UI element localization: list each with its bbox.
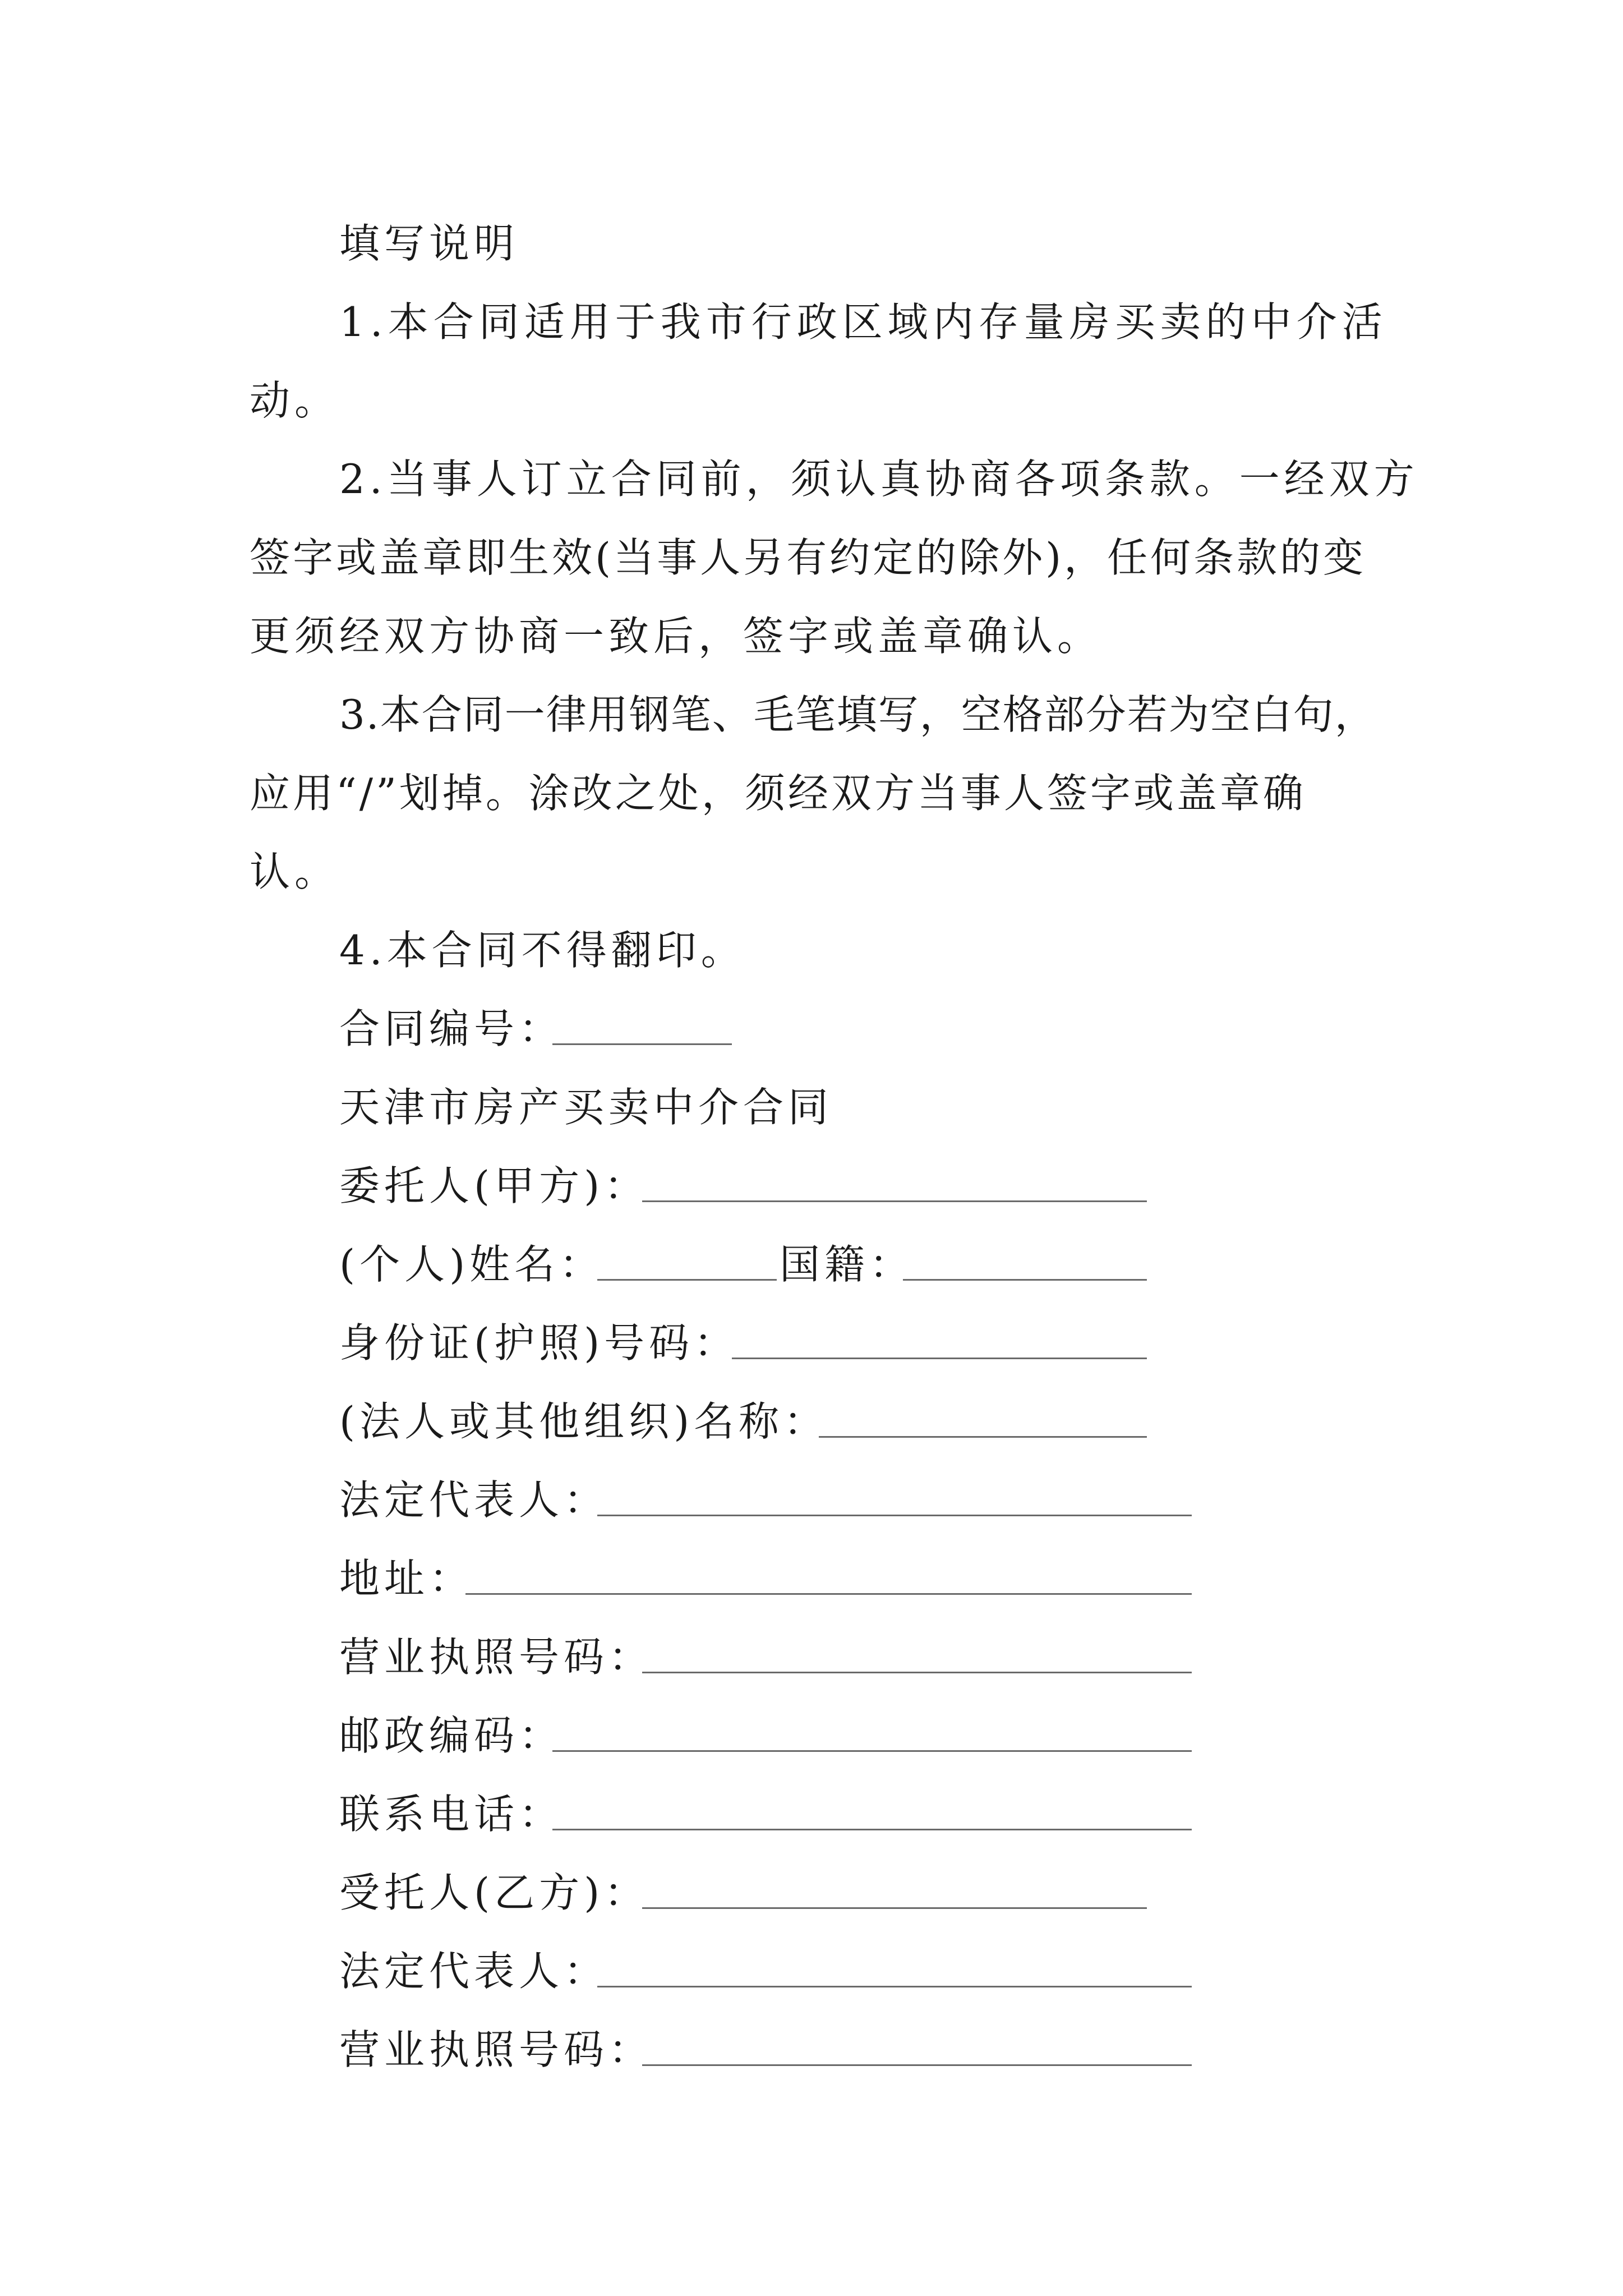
postal-code-label: 邮政编码：: [339, 1712, 564, 1759]
phone-field[interactable]: [552, 1829, 1192, 1830]
instruction-item-3-line-3: 认。: [250, 848, 340, 895]
contract-number-field[interactable]: [552, 1043, 732, 1045]
name-field[interactable]: [597, 1279, 777, 1281]
org-name-label: (法人或其他组织)名称：: [339, 1398, 829, 1445]
contract-title: 天津市房产买卖中介合同: [339, 1084, 833, 1131]
org-name-field[interactable]: [819, 1436, 1147, 1438]
contract-number-label: 合同编号：: [339, 1005, 564, 1052]
party-b-field[interactable]: [642, 1907, 1147, 1909]
name-label: (个人)姓名：: [339, 1241, 605, 1288]
instruction-item-4: 4.本合同不得翻印。: [339, 927, 746, 974]
id-number-field[interactable]: [732, 1358, 1147, 1359]
nationality-label: 国籍：: [780, 1241, 915, 1288]
nationality-field[interactable]: [903, 1279, 1147, 1281]
postal-code-field[interactable]: [552, 1750, 1192, 1752]
party-b-legal-representative-field[interactable]: [597, 1986, 1192, 1987]
instruction-item-1-line-1: [339, 298, 1387, 346]
party-a-field[interactable]: [642, 1200, 1147, 1202]
business-license-label: 营业执照号码：: [339, 1634, 654, 1681]
phone-label: 联系电话：: [339, 1791, 564, 1838]
business-license-field[interactable]: [642, 1672, 1192, 1673]
instructions-heading: 填写说明: [339, 220, 519, 267]
legal-representative-field[interactable]: [597, 1515, 1192, 1516]
party-b-business-license-field[interactable]: [642, 2064, 1192, 2066]
instruction-item-3-line-1: 3.本合同一律用钢笔、毛笔填写，空格部分若为空白句，: [339, 691, 1376, 738]
instruction-item-2-line-3: 更须经双方协商一致后，签字或盖章确认。: [250, 613, 1103, 660]
instruction-item-2-line-1: 2.当事人订立合同前，须认真协商各项条款。一经双方: [339, 455, 1419, 503]
party-b-business-license-label: 营业执照号码：: [339, 2026, 654, 2073]
instruction-text: 1.本合同适用于我市行政区域内存量房买卖的中介活: [339, 298, 1387, 346]
address-field[interactable]: [465, 1593, 1192, 1595]
instruction-item-2-line-2: 签字或盖章即生效(当事人另有约定的除外)，任何条款的变: [250, 534, 1367, 581]
legal-representative-label: 法定代表人：: [339, 1476, 609, 1524]
id-number-label: 身份证(护照)号码：: [339, 1319, 739, 1366]
party-b-label: 受托人(乙方)：: [339, 1869, 649, 1916]
address-label: 地址：: [339, 1555, 474, 1602]
party-a-label: 委托人(甲方)：: [339, 1162, 649, 1209]
party-b-legal-representative-label: 法定代表人：: [339, 1948, 609, 1995]
instruction-item-1-line-2: 动。: [250, 377, 340, 424]
instruction-item-3-line-2: 应用“/”划掉。涂改之处，须经双方当事人签字或盖章确: [250, 770, 1306, 817]
